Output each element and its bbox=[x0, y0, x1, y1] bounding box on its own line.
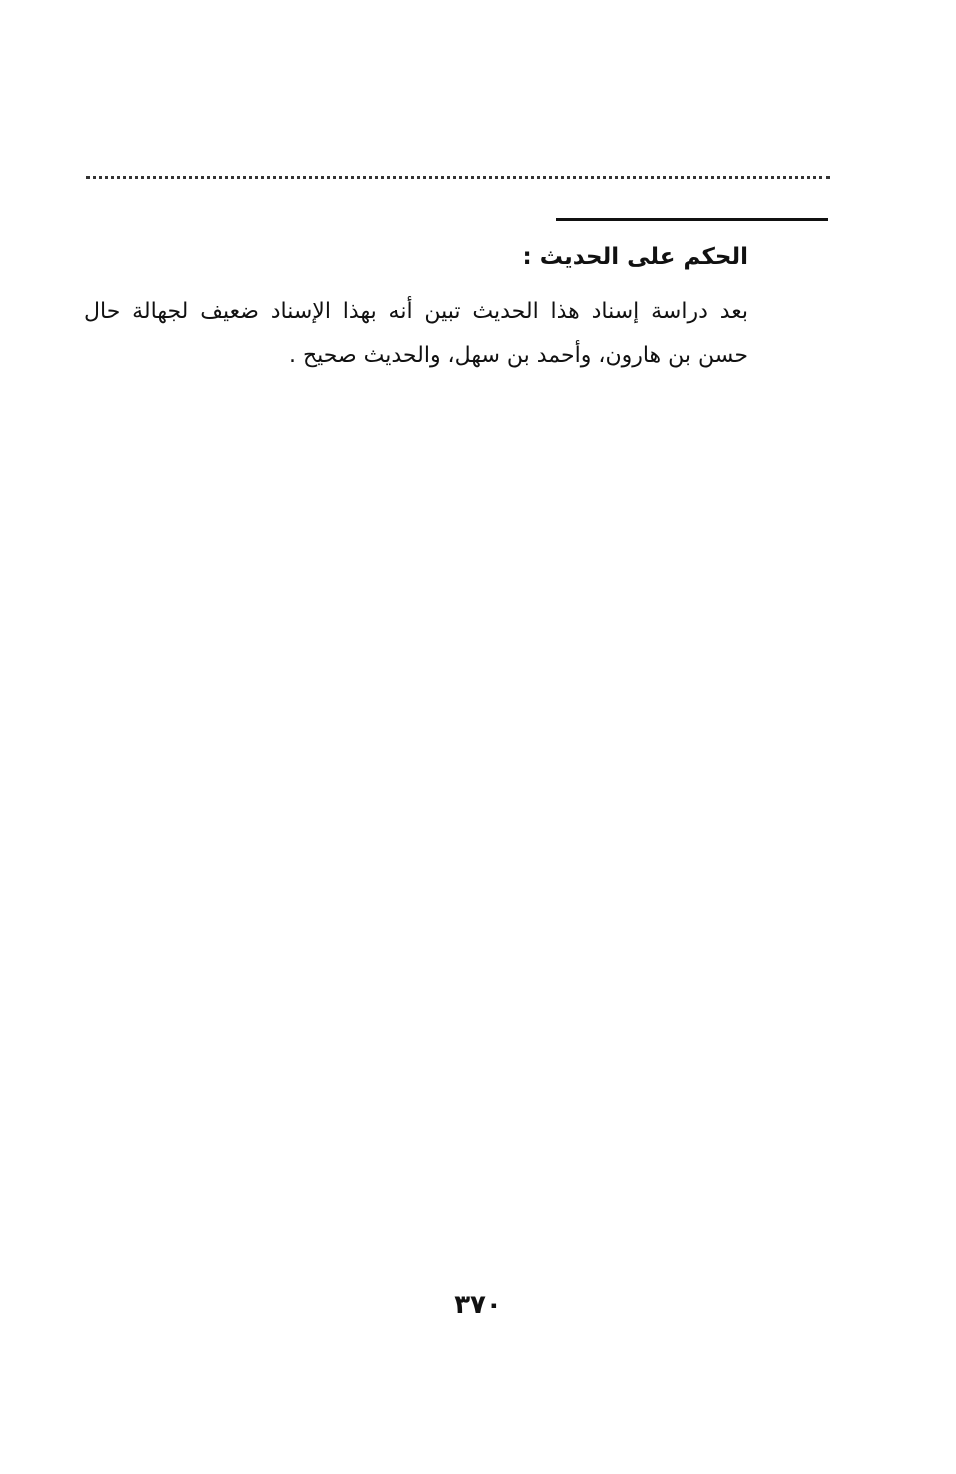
page-number: ٣٧٠ bbox=[454, 1290, 502, 1320]
section-heading: الحكم على الحديث : bbox=[522, 244, 748, 270]
heading-rule bbox=[556, 218, 828, 221]
dotted-separator bbox=[86, 176, 830, 185]
body-paragraph: بعد دراسة إسناد هذا الحديث تبين أنه بهذا الإسناد ضعيف لجهالة حال حسن بن هارون، وأحمد بن سهل، والحديث صحيح . bbox=[84, 299, 748, 368]
